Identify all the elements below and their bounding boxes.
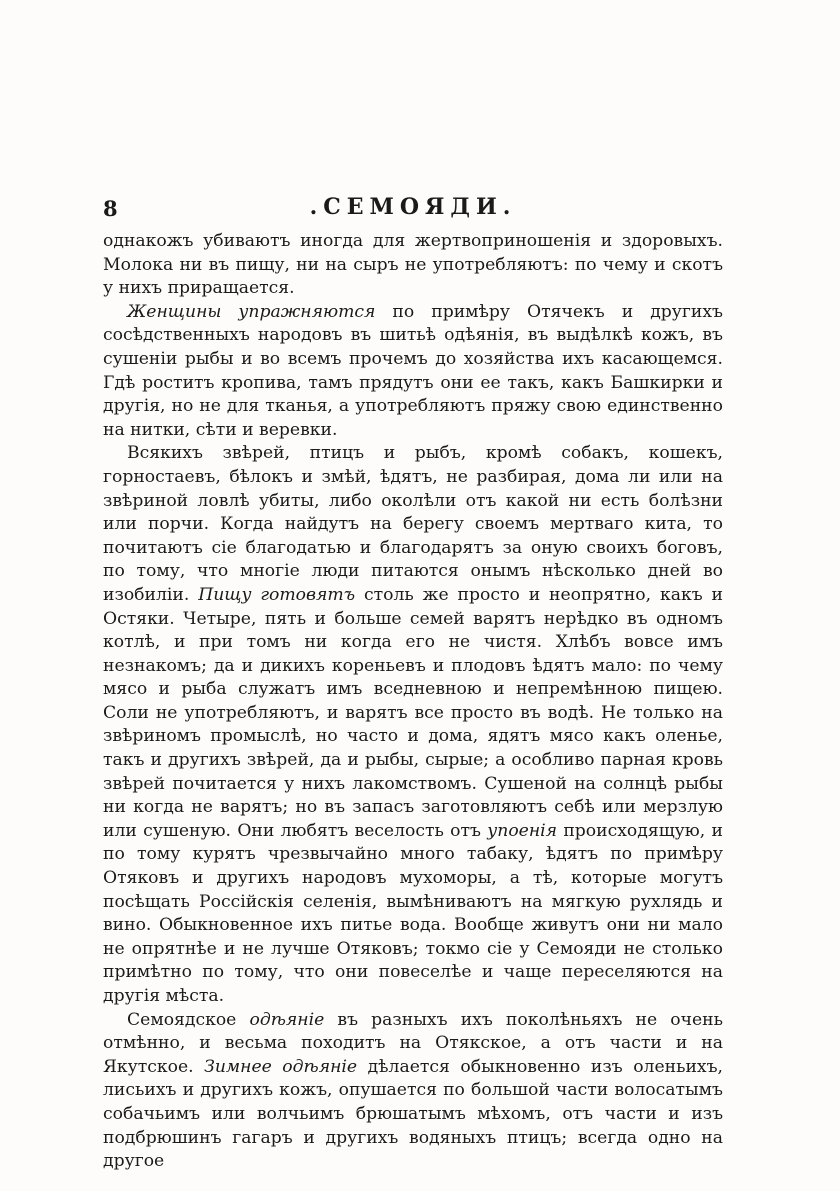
running-title: .СЕМОЯДИ.: [309, 194, 517, 220]
text-run: по примѣру Отячекъ и другихъ сосѣдственныхъ народовъ въ шитьѣ одѣянія, въ выдѣлкѣ кожъ, въ сушеніи рыбы и во всемъ прочемъ до хозяйства ихъ касающемся. Гдѣ роститъ кропива, тамъ прядутъ они ее такъ, какъ Башкирки и другія, но не для тканья, а употребляютъ пряжу свою единственно на нитки, сѣти и веревки.: [103, 301, 723, 440]
text-run: столь же просто и неопрятно, какъ и Остяки. Четыре, пять и больше семей варятъ нерѣдко въ одномъ котлѣ, и при томъ ни когда его не чистя. Хлѣбъ вовсе имъ незнакомъ; да и дикихъ кореньевъ и плодовъ ѣдятъ мало: по чему мясо и рыба служатъ имъ вседневною и непремѣнною пищею. Соли не употребляютъ, и варятъ все просто въ водѣ. Не только на звѣриномъ промыслѣ, но часто и дома, ядятъ мясо какъ оленье, такъ и другихъ звѣрей, да и рыбы, сырые; а особливо парная кровь звѣрей почитается у нихъ лакомствомъ. Сушеной на солнцѣ рыбы ни когда не варятъ; но въ запасъ заготовляютъ себѣ или мерзлую или сушеную. Они любятъ веселость отъ: [103, 584, 723, 841]
paragraph: [103, 230, 723, 301]
italic-text: Пищу готовятъ: [198, 584, 356, 605]
italic-text: Женщины упражняются: [127, 301, 376, 322]
text-run: Всякихъ звѣрей, птицъ и рыбъ, кромѣ собакъ, кошекъ, горностаевъ, бѣлокъ и змѣй, ѣдятъ, не разбирая, дома ли или на звѣриной ловлѣ убиты, либо околѣли отъ какой ни есть болѣзни или порчи. Когда найдутъ на берегу своемъ мертваго кита, то почитаютъ сіе благодатью и благодарятъ за оную своихъ боговъ, по тому, что многіе люди питаются онымъ нѣсколько дней во изобиліи.: [103, 443, 723, 605]
paragraph: [103, 301, 723, 443]
paragraph: [103, 442, 723, 1008]
text-run: однакожъ убиваютъ иногда для жертвоприношенія и здоровыхъ. Молока ни въ пищу, ни на сыръ не употребляютъ: по чему и скотъ у нихъ приращается.: [103, 231, 723, 299]
body-text: [103, 230, 723, 1174]
text-run: происходящую, и по тому курятъ чрезвычайно много табаку, ѣдятъ по примѣру Отяковъ и другихъ народовъ мухоморы, а тѣ, которые могутъ посѣщать Россійскія селенія, вымѣниваютъ на мягкую рухлядь и вино. Обыкновенное ихъ питье вода. Вообще живутъ они ни мало не опрятнѣе и не лучше Отяковъ; токмо сіе у Семояди не столько примѣтно по тому, что они повеселѣе и чаще переселяются на другія мѣста.: [103, 820, 723, 1006]
text-run: дѣлается обыкновенно изъ оленьихъ, лисьихъ и другихъ кожъ, опушается по большой части волосатымъ собачьимъ или волчьимъ брюшатымъ мѣхомъ, отъ части и изъ подбрюшинъ гагаръ и другихъ водяныхъ птицъ; всегда одно на другое: [103, 1056, 723, 1172]
italic-text: упоенія: [487, 820, 558, 841]
page-header: [103, 192, 723, 230]
paragraph: [103, 1009, 723, 1174]
italic-text: одѣяніе: [249, 1009, 325, 1030]
text-run: въ разныхъ ихъ поколѣньяхъ не очень отмѣнно, и весьма походитъ на Отякское, а отъ части и на Якутское.: [103, 1009, 723, 1077]
text-run: Семоядское: [127, 1009, 250, 1030]
italic-text: Зимнее одѣяніе: [204, 1056, 358, 1077]
book-page: [103, 192, 723, 1174]
page-number: 8: [103, 196, 118, 221]
